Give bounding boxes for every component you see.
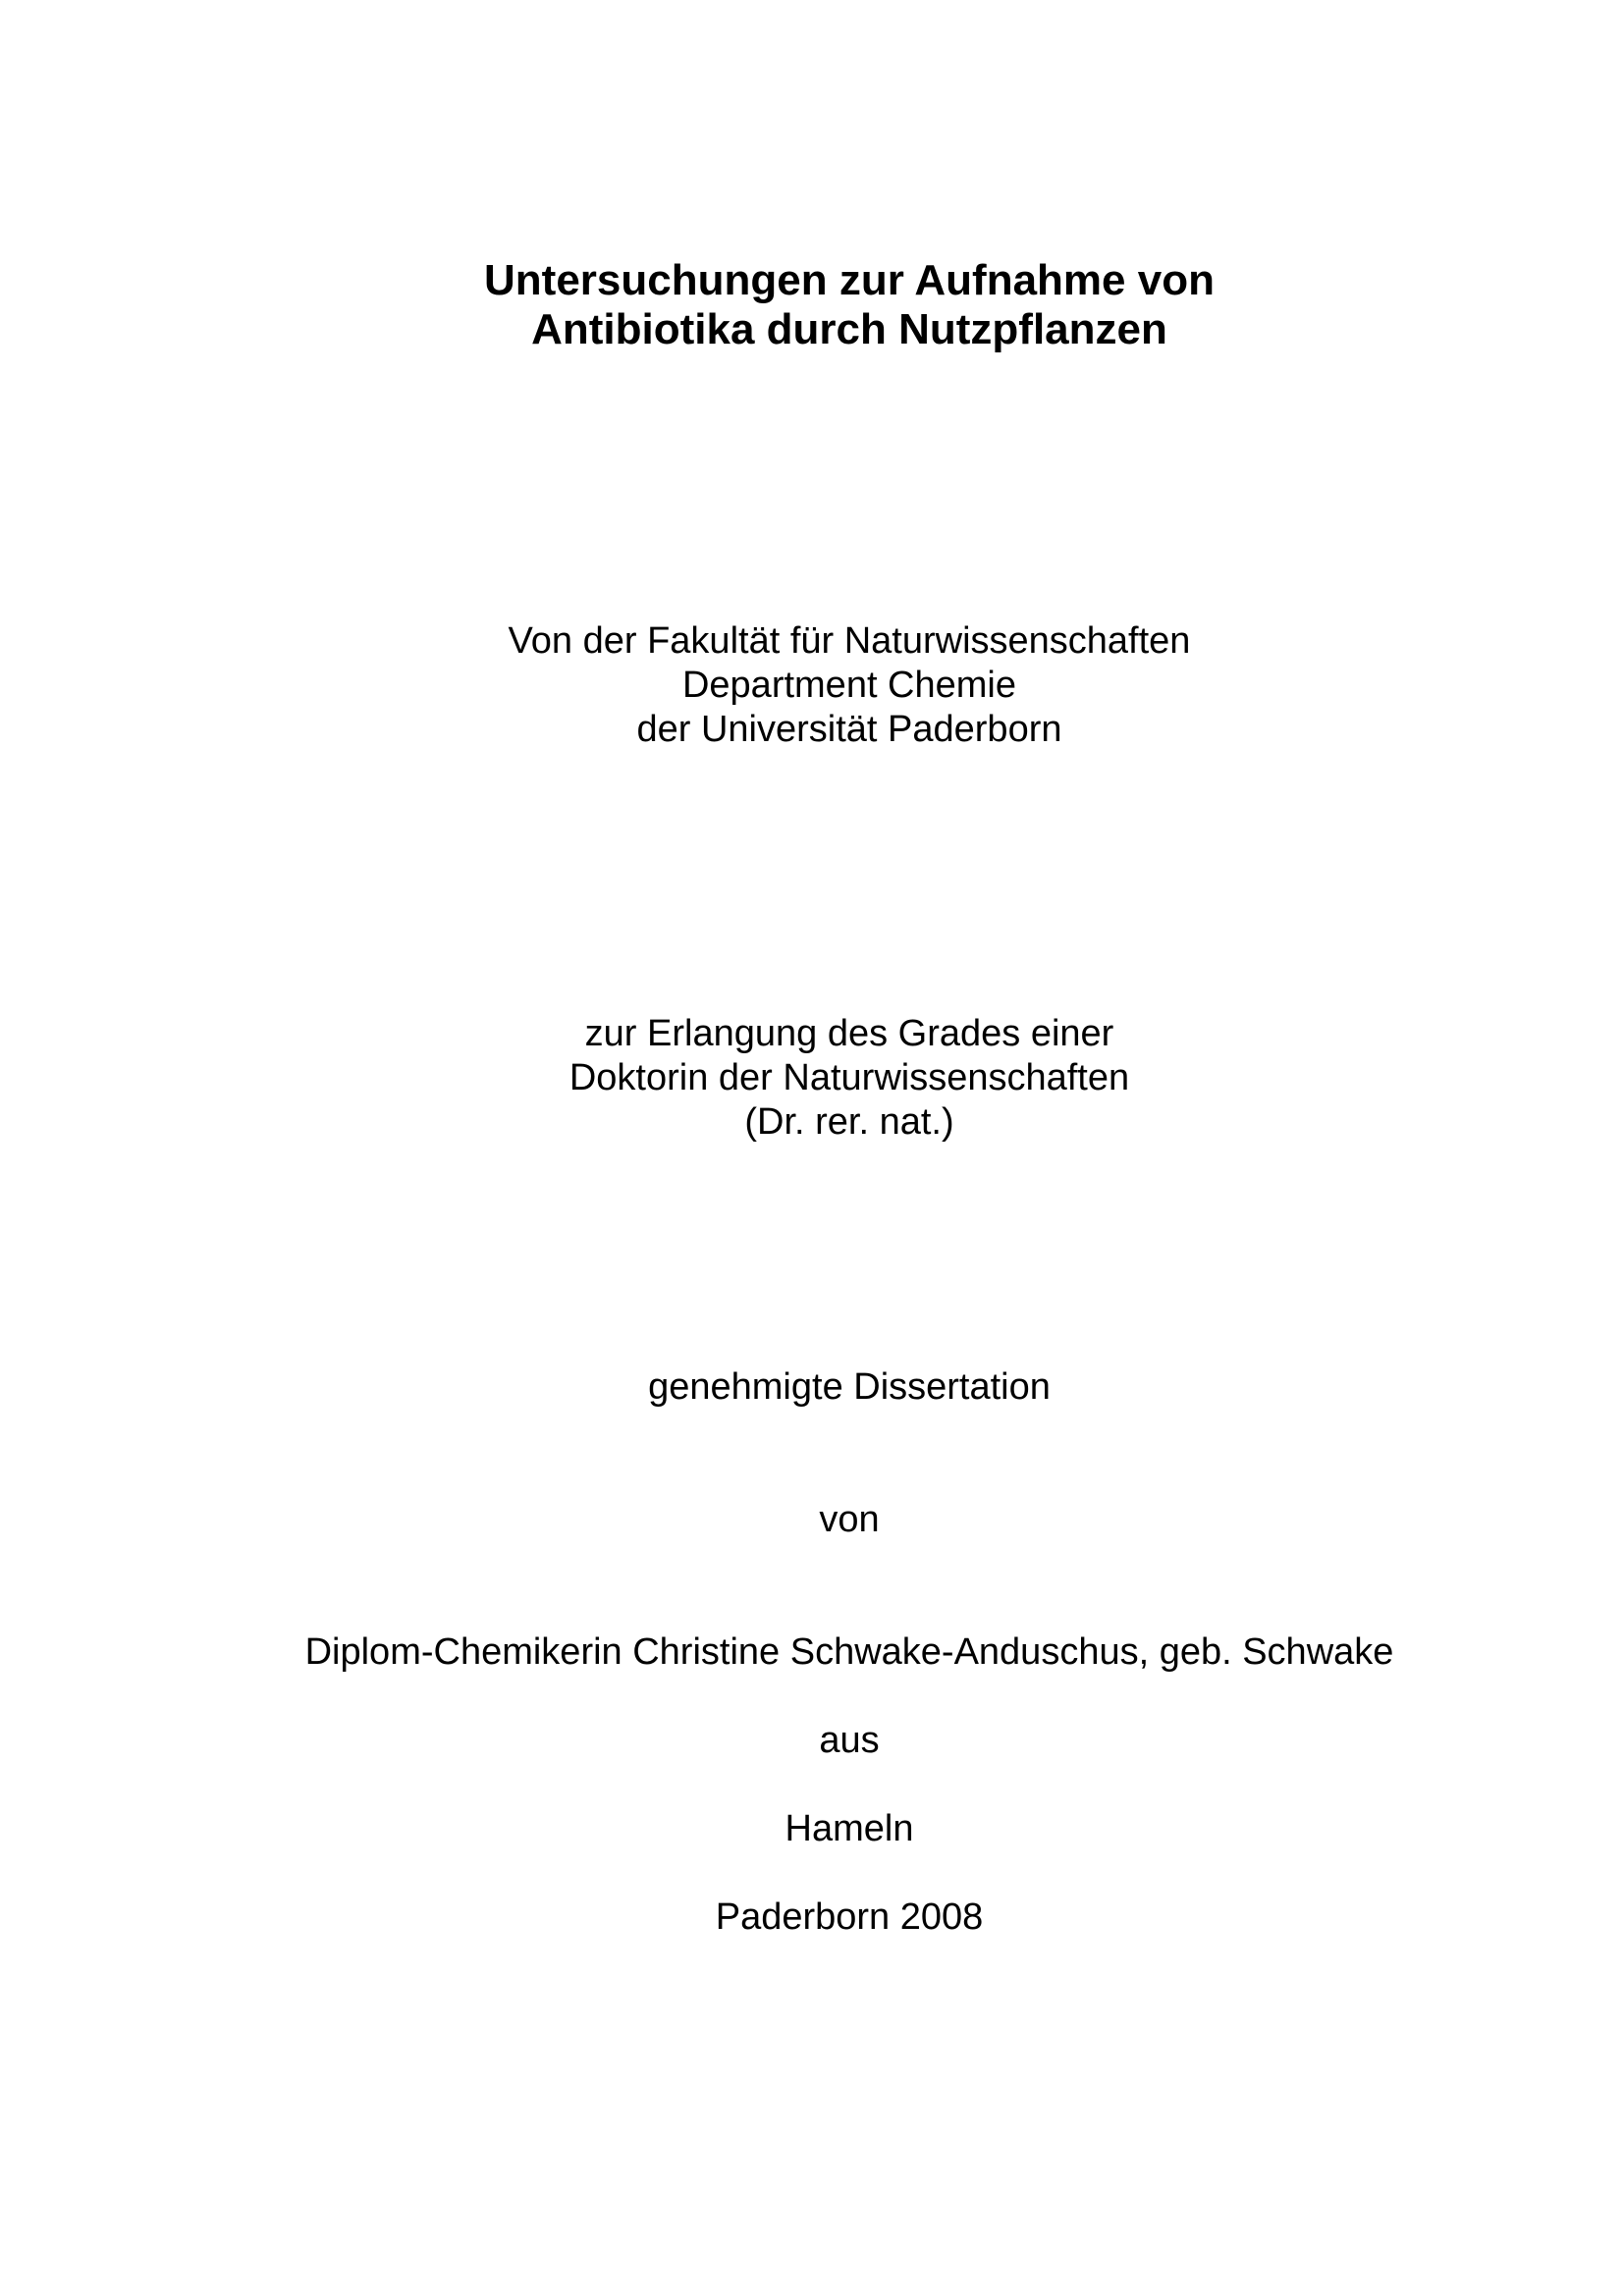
degree-purpose-line: zur Erlangung des Grades einer bbox=[584, 1013, 1114, 1054]
author-line: Diplom-Chemikerin Christine Schwake-Anduschus, geb. Schwake bbox=[304, 1631, 1394, 1673]
hometown-line: Hameln bbox=[784, 1808, 914, 1849]
place-year-line: Paderborn 2008 bbox=[715, 1896, 984, 1938]
department-line: Department Chemie bbox=[681, 665, 1017, 706]
approval-line: genehmigte Dissertation bbox=[648, 1366, 1051, 1408]
degree-abbreviation-line: (Dr. rer. nat.) bbox=[744, 1101, 954, 1143]
thesis-title-line-1: Untersuchungen zur Aufnahme von bbox=[484, 256, 1215, 304]
from-label: aus bbox=[819, 1720, 880, 1761]
degree-name-line: Doktorin der Naturwissenschaften bbox=[568, 1057, 1130, 1098]
thesis-title-line-2: Antibiotika durch Nutzpflanzen bbox=[531, 305, 1167, 353]
faculty-line: Von der Fakultät für Naturwissenschaften bbox=[508, 620, 1191, 662]
university-line: der Universität Paderborn bbox=[636, 709, 1062, 750]
by-label: von bbox=[819, 1499, 880, 1540]
